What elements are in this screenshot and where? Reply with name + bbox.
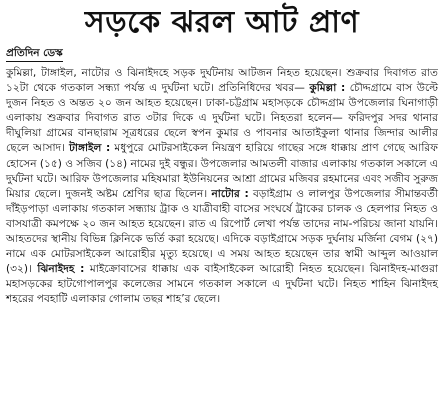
section-text-tangail: মধুপুরে মোটরসাইকেল নিয়ন্ত্রণ হারিয়ে গাছের সঙ্গে ধাক্কায় প্রাণ গেছে আরিফ হোসেন (১৫) ও সজিব (১৪) নামের দুই বন্ধুর। উপজেলার আমতলী বাজার এলাকায় গতকাল সকালে এ দুর্ঘটনা ঘটে। আরিফ উপজেলার মহিষমারা ইউনিয়নের আশ্রা গ্রামের মজিবর রহমানের এবং সজীব সুরুজ মিয়ার ছেলে। দুজনই অষ্টম শ্রেণির ছাত্র ছিলেন। [6, 142, 438, 200]
place-label-natore: নাটোর : [211, 187, 249, 200]
desk-byline: প্রতিদিন ডেস্ক [6, 46, 63, 62]
place-label-jhenaidah: ঝিনাইদহ : [37, 263, 85, 276]
headline: সড়কে ঝরল আট প্রাণ [84, 5, 360, 40]
place-label-cumilla: কুমিল্লা : [309, 82, 346, 95]
lead-text: কুমিল্লা, টাঙ্গাইল, নাটোর ও ঝিনাইদহে সড়ক দুর্ঘটনায় আটজন নিহত হয়েছেন। শুক্রবার দিবাগত রাত ১২টা থেকে গতকাল সন্ধ্যা পর্যন্ত এ দুর্ঘটনা ঘটে। প্রতিনিধিদের খবর— [6, 67, 438, 95]
section-text-jhenaidah: মাইক্রোবাসের ধাক্কায় এক বাইসাইকেল আরোহী নিহত হয়েছেন। ঝিনাইদহ-মাগুরা মহাসড়কের হাটগোপালপুর কলেজের সামনে গতকাল সকালে এ দুর্ঘটনা ঘটে। নিহত শাহিন ঝিনাইদহ শহরের পবহাটি এলাকার গোলাম তছর শাহ’র ছেলে। [6, 263, 438, 306]
article-body [6, 66, 438, 308]
place-label-tangail: টাঙ্গাইল : [69, 142, 111, 155]
section-text-cumilla: চৌদ্দগ্রামে বাস উল্টে দুজন নিহত ও অন্তত ২০ জন আহত হয়েছেন। ঢাকা-চট্টগ্রাম মহাসড়কে চৌদ্দগ্রাম উপজেলার ঘিনাগাড়ী এলাকায় শুক্রবার দিবাগত রাত ৩টার দিকে এ দুর্ঘটনা ঘটে। নিহতরা হলেন— ফরিদপুর সদর থানার দীঘুলিয়া গ্রামের বানছারাম সূত্রধরের ছেলে স্বপন কুমার ও পাবনার আতাইকুলা থানার জিন্দার আলীর ছেলে আসাদ। [6, 82, 438, 155]
section-text-natore: বড়াইগ্রাম ও লালপুর উপজেলার সীমান্তবর্তী দাঁইড়পাড়া এলাকায় গতকাল সন্ধ্যায় ট্রাক ও যাত্রীবাহী বাসের সংঘর্ষে ট্রাকের চালক ও হেলপার নিহত ও বাসযাত্রী কমপক্ষে ২০ জন আহত হয়েছেন। রাত এ রিপোর্ট লেখা পর্যন্ত তাদের নাম-পরিচয় জানা যায়নি। আহতদের স্থানীয় বিভিন্ন ক্লিনিকে ভর্তি করা হয়েছে। এদিকে বড়াইগ্রামে সড়ক দুর্ঘনায় মর্জিনা বেগম (২৭) নামে এক মোটরসাইকেল আরোহীর মৃত্যু হয়েছে। এ সময় আহত হয়েছেন তার স্বামী আব্দুল আওয়াল (৩২)। [6, 187, 439, 276]
article-paragraph [6, 66, 438, 308]
